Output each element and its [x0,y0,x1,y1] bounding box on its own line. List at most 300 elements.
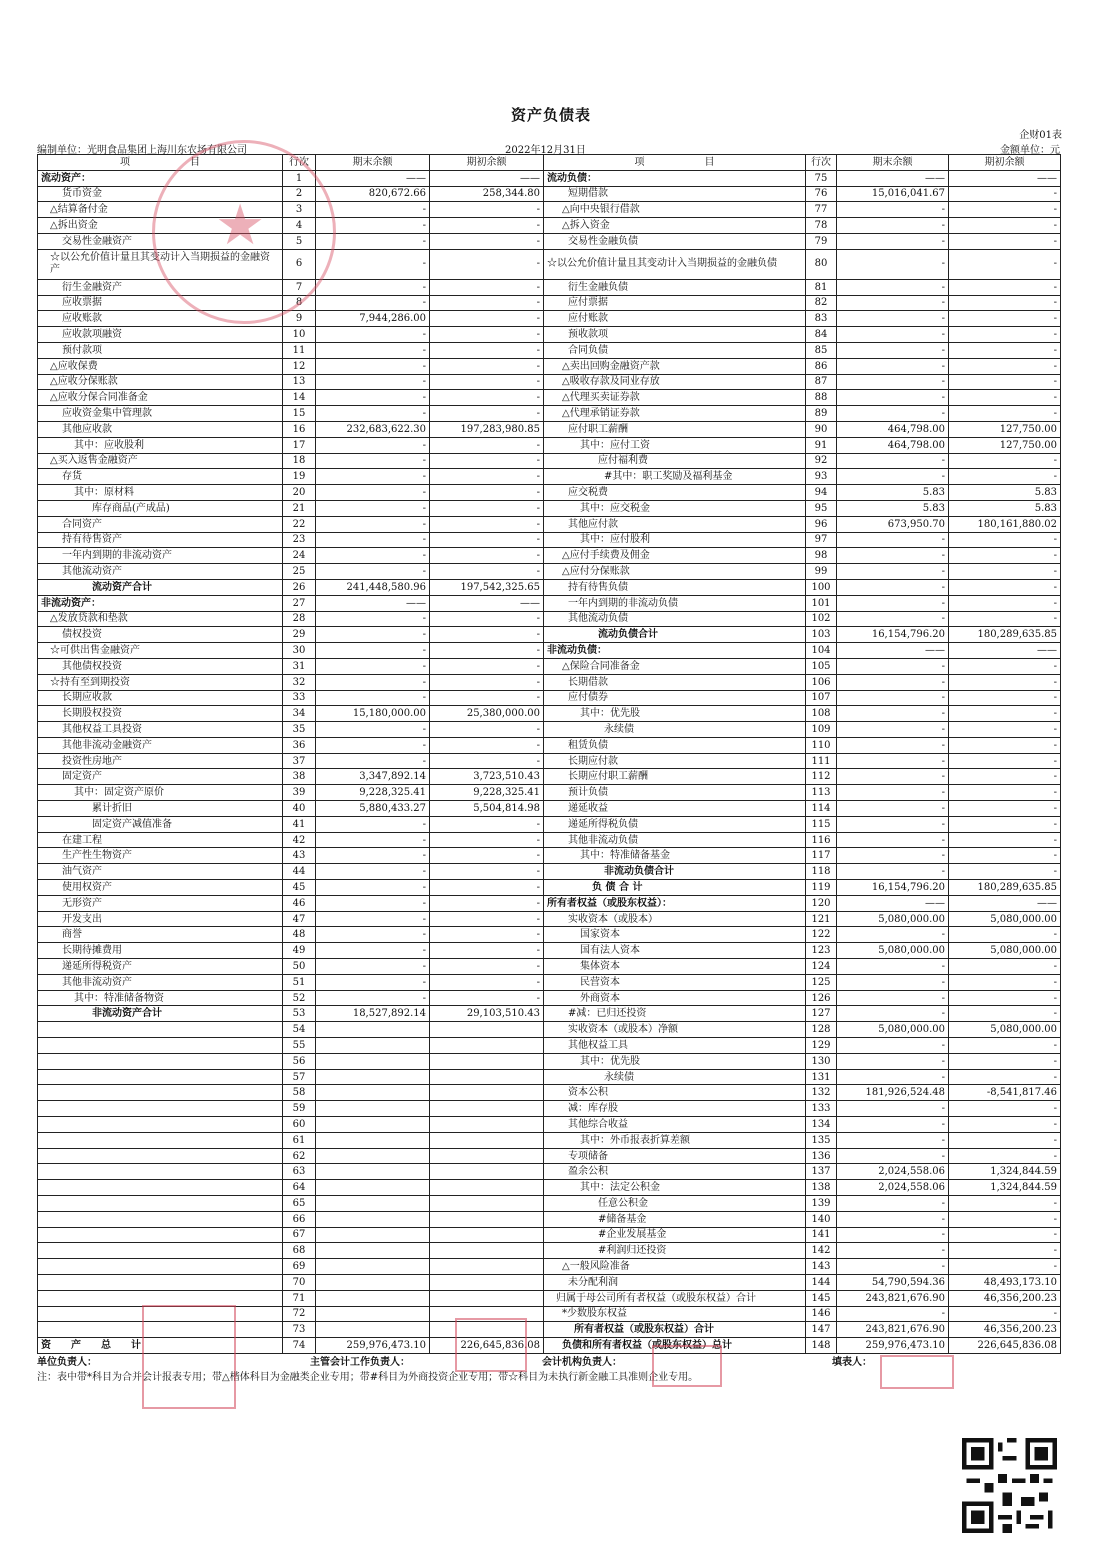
cell-begin-balance-right: - [949,737,1061,753]
cell-begin-balance-right: - [949,990,1061,1006]
cell-item-left: △应收分保合同准备金 [38,390,283,406]
cell-line-no-right: 79 [806,233,837,249]
cell-item-right: 所有者权益（或股东权益）合计 [544,1322,806,1338]
cell-end-balance-left: - [316,627,430,643]
cell-item-left: 流动资产： [38,170,283,186]
cell-line-no-left: 63 [283,1164,316,1180]
table-row [38,1101,1061,1117]
cell-begin-balance-left: - [430,943,544,959]
chief-accountant-label: 主管会计工作负责人： [310,1357,410,1368]
cell-begin-balance-left: - [430,249,544,279]
cell-item-left [38,1038,283,1054]
footnote: 注：表中带*科目为合并会计报表专用；带△楷体科目为金融类企业专用；带#科目为外商投资企业专用；带☆科目为未执行新金融工具准则企业专用。 [37,1372,699,1383]
cell-begin-balance-right: - [949,469,1061,485]
cell-item-right: △向中央银行借款 [544,202,806,218]
cell-end-balance-right: 464,798.00 [837,437,949,453]
col-header-end-balance-left: 期末余额 [316,155,430,171]
cell-item-left: 固定资产 [38,769,283,785]
cell-item-left: 其他应收款 [38,421,283,437]
cell-begin-balance-left: 3,723,510.43 [430,769,544,785]
cell-item-right: 永续债 [544,722,806,738]
cell-line-no-right: 94 [806,485,837,501]
cell-end-balance-left: - [316,500,430,516]
cell-line-no-right: 135 [806,1132,837,1148]
cell-item-left: △发放贷款和垫款 [38,611,283,627]
cell-line-no-left: 7 [283,279,316,295]
cell-line-no-right: 148 [806,1338,837,1354]
cell-item-left: 商誉 [38,927,283,943]
cell-end-balance-left: - [316,959,430,975]
cell-line-no-left: 19 [283,469,316,485]
cell-line-no-right: 123 [806,943,837,959]
cell-line-no-left: 31 [283,658,316,674]
cell-item-right: 一年内到期的非流动负债 [544,595,806,611]
cell-begin-balance-right: 46,356,200.23 [949,1322,1061,1338]
cell-line-no-left: 33 [283,690,316,706]
table-row [38,927,1061,943]
cell-item-left: △买入返售金融资产 [38,453,283,469]
cell-item-left: 债权投资 [38,627,283,643]
cell-item-left [38,1053,283,1069]
cell-begin-balance-left: - [430,611,544,627]
cell-line-no-left: 30 [283,643,316,659]
cell-item-right: #企业发展基金 [544,1227,806,1243]
cell-item-left [38,1069,283,1085]
cell-end-balance-right: - [837,1117,949,1133]
cell-item-left [38,1117,283,1133]
cell-begin-balance-left: - [430,674,544,690]
cell-begin-balance-left [430,1227,544,1243]
table-row [38,832,1061,848]
cell-end-balance-left: - [316,390,430,406]
cell-end-balance-left: - [316,437,430,453]
table-row [38,453,1061,469]
col-header-begin-balance-right: 期初余额 [949,155,1061,171]
table-row [38,327,1061,343]
cell-end-balance-right: - [837,769,949,785]
cell-end-balance-left: - [316,864,430,880]
cell-line-no-right: 146 [806,1306,837,1322]
cell-item-left [38,1132,283,1148]
cell-end-balance-right: - [837,249,949,279]
table-row [38,595,1061,611]
cell-line-no-right: 131 [806,1069,837,1085]
cell-item-right: 应付福利费 [544,453,806,469]
cell-item-right: 长期应付职工薪酬 [544,769,806,785]
cell-line-no-right: 111 [806,753,837,769]
cell-begin-balance-left: - [430,437,544,453]
cell-end-balance-right: - [837,690,949,706]
form-code: 企财01表 [1019,130,1062,141]
cell-item-right: 负 债 合 计 [544,880,806,896]
cell-line-no-right: 84 [806,327,837,343]
cell-begin-balance-left: - [430,658,544,674]
cell-end-balance-right: - [837,532,949,548]
cell-end-balance-left: - [316,611,430,627]
cell-end-balance-right: - [837,864,949,880]
cell-begin-balance-right: - [949,674,1061,690]
cell-begin-balance-right: - [949,202,1061,218]
cell-end-balance-right: - [837,658,949,674]
cell-end-balance-left: 9,228,325.41 [316,785,430,801]
cell-item-right: #储备基金 [544,1211,806,1227]
cell-begin-balance-right: - [949,753,1061,769]
cell-end-balance-right: - [837,753,949,769]
cell-begin-balance-left [430,1196,544,1212]
cell-end-balance-left: - [316,342,430,358]
cell-line-no-right: 124 [806,959,837,975]
cell-begin-balance-right: - [949,532,1061,548]
cell-begin-balance-left: - [430,358,544,374]
cell-begin-balance-right: —— [949,170,1061,186]
cell-end-balance-left [316,1132,430,1148]
cell-line-no-right: 80 [806,249,837,279]
cell-begin-balance-left: - [430,911,544,927]
table-row [38,974,1061,990]
cell-item-left: 油气资产 [38,864,283,880]
cell-end-balance-left: - [316,674,430,690]
cell-line-no-left: 46 [283,895,316,911]
cell-begin-balance-left: - [430,406,544,422]
cell-end-balance-left: - [316,485,430,501]
cell-item-right: △代理买卖证券款 [544,390,806,406]
head-of-unit-label: 单位负责人： [37,1357,97,1368]
cell-line-no-left: 60 [283,1117,316,1133]
cell-line-no-right: 141 [806,1227,837,1243]
cell-item-right: 衍生金融负债 [544,279,806,295]
cell-begin-balance-right: 180,289,635.85 [949,880,1061,896]
cell-line-no-left: 74 [283,1338,316,1354]
cell-begin-balance-right: - [949,1038,1061,1054]
cell-line-no-left: 14 [283,390,316,406]
cell-end-balance-left: - [316,722,430,738]
cell-end-balance-right: - [837,974,949,990]
cell-line-no-right: 100 [806,579,837,595]
table-row [38,469,1061,485]
cell-begin-balance-left: - [430,469,544,485]
table-row [38,1117,1061,1133]
cell-item-left: 预付款项 [38,342,283,358]
company-seal [152,140,336,324]
cell-end-balance-left [316,1196,430,1212]
cell-line-no-right: 119 [806,880,837,896]
cell-end-balance-right: 5.83 [837,485,949,501]
cell-item-left: 其中：应收股利 [38,437,283,453]
cell-line-no-left: 26 [283,579,316,595]
cell-line-no-left: 73 [283,1322,316,1338]
cell-end-balance-right: - [837,848,949,864]
cell-line-no-left: 36 [283,737,316,753]
cell-line-no-right: 117 [806,848,837,864]
cell-item-left: 在建工程 [38,832,283,848]
cell-line-no-right: 77 [806,202,837,218]
cell-begin-balance-right: - [949,816,1061,832]
cell-end-balance-right: - [837,390,949,406]
cell-item-right: 其中：应付工资 [544,437,806,453]
cell-line-no-right: 108 [806,706,837,722]
cell-line-no-right: 126 [806,990,837,1006]
cell-item-left [38,1022,283,1038]
cell-end-balance-left: - [316,532,430,548]
cell-item-left: △应收分保账款 [38,374,283,390]
preparer-label: 填表人： [832,1357,872,1368]
table-row [38,1290,1061,1306]
cell-line-no-right: 122 [806,927,837,943]
table-row [38,311,1061,327]
cell-line-no-right: 114 [806,801,837,817]
cell-item-right: 其他权益工具 [544,1038,806,1054]
cell-line-no-left: 41 [283,816,316,832]
cell-begin-balance-left: 197,283,980.85 [430,421,544,437]
table-row [38,548,1061,564]
cell-end-balance-left [316,1322,430,1338]
cell-line-no-right: 87 [806,374,837,390]
table-row [38,690,1061,706]
table-row [38,880,1061,896]
cell-end-balance-right: 2,024,558.06 [837,1164,949,1180]
table-row [38,374,1061,390]
cell-line-no-left: 29 [283,627,316,643]
cell-begin-balance-left: - [430,848,544,864]
cell-begin-balance-right: 1,324,844.59 [949,1180,1061,1196]
cell-line-no-right: 143 [806,1259,837,1275]
signature-seal-accountant [455,1318,527,1372]
cell-begin-balance-right: - [949,848,1061,864]
cell-end-balance-right: - [837,927,949,943]
cell-begin-balance-left [430,1243,544,1259]
cell-begin-balance-right: 127,750.00 [949,437,1061,453]
cell-line-no-left: 13 [283,374,316,390]
cell-begin-balance-right: - [949,1196,1061,1212]
cell-line-no-right: 118 [806,864,837,880]
cell-line-no-right: 90 [806,421,837,437]
cell-item-right: 递延收益 [544,801,806,817]
cell-item-left: △结算备付金 [38,202,283,218]
cell-line-no-left: 69 [283,1259,316,1275]
cell-begin-balance-left: - [430,564,544,580]
cell-begin-balance-left: - [430,202,544,218]
cell-begin-balance-right: - [949,579,1061,595]
cell-begin-balance-right: - [949,249,1061,279]
cell-line-no-left: 39 [283,785,316,801]
cell-line-no-left: 2 [283,186,316,202]
cell-item-right: 所有者权益（或股东权益）： [544,895,806,911]
cell-line-no-right: 99 [806,564,837,580]
cell-line-no-left: 67 [283,1227,316,1243]
cell-begin-balance-left: - [430,753,544,769]
cell-end-balance-left: - [316,469,430,485]
cell-end-balance-left: 5,880,433.27 [316,801,430,817]
cell-begin-balance-right: - [949,453,1061,469]
table-row [38,516,1061,532]
cell-begin-balance-left [430,1274,544,1290]
cell-begin-balance-right: —— [949,643,1061,659]
cell-begin-balance-right: 5,080,000.00 [949,1022,1061,1038]
cell-begin-balance-right: 5.83 [949,500,1061,516]
cell-begin-balance-left: - [430,311,544,327]
cell-end-balance-left: —— [316,170,430,186]
cell-item-left: 其中：特准储备物资 [38,990,283,1006]
cell-line-no-right: 125 [806,974,837,990]
cell-end-balance-left [316,1259,430,1275]
cell-begin-balance-left: - [430,927,544,943]
cell-line-no-left: 27 [283,595,316,611]
cell-line-no-right: 91 [806,437,837,453]
cell-line-no-right: 115 [806,816,837,832]
cell-begin-balance-right: - [949,1148,1061,1164]
cell-item-left: 其中：原材料 [38,485,283,501]
cell-item-right: 实收资本（或股本） [544,911,806,927]
cell-begin-balance-left: - [430,500,544,516]
cell-begin-balance-left: - [430,832,544,848]
table-row [38,437,1061,453]
cell-begin-balance-left [430,1259,544,1275]
cell-item-left [38,1211,283,1227]
cell-begin-balance-right: 180,289,635.85 [949,627,1061,643]
cell-begin-balance-right: - [949,801,1061,817]
cell-item-left: ☆持有至到期投资 [38,674,283,690]
cell-end-balance-right: - [837,816,949,832]
cell-line-no-right: 139 [806,1196,837,1212]
cell-line-no-right: 82 [806,295,837,311]
cell-end-balance-right: - [837,832,949,848]
cell-end-balance-right: - [837,327,949,343]
cell-end-balance-left: - [316,406,430,422]
cell-item-right: 集体资本 [544,959,806,975]
cell-item-left: 长期应收款 [38,690,283,706]
cell-item-left: 使用权资产 [38,880,283,896]
cell-begin-balance-left: - [430,880,544,896]
cell-line-no-right: 78 [806,218,837,234]
cell-line-no-right: 92 [806,453,837,469]
cell-begin-balance-left: - [430,374,544,390]
cell-begin-balance-left [430,1069,544,1085]
table-row [38,801,1061,817]
cell-end-balance-left [316,1069,430,1085]
cell-line-no-left: 68 [283,1243,316,1259]
cell-begin-balance-right: 48,493,173.10 [949,1274,1061,1290]
cell-end-balance-right: 464,798.00 [837,421,949,437]
cell-end-balance-right: —— [837,895,949,911]
cell-begin-balance-right: - [949,864,1061,880]
cell-begin-balance-left [430,1164,544,1180]
table-row [38,611,1061,627]
cell-begin-balance-left: - [430,295,544,311]
cell-item-right: 其中：外币报表折算差额 [544,1132,806,1148]
table-row [38,421,1061,437]
cell-line-no-right: 107 [806,690,837,706]
cell-end-balance-right: - [837,737,949,753]
cell-begin-balance-left: 25,380,000.00 [430,706,544,722]
cell-begin-balance-left: —— [430,595,544,611]
cell-item-right: 流动负债合计 [544,627,806,643]
cell-item-right: △吸收存款及同业存放 [544,374,806,390]
cell-line-no-left: 11 [283,342,316,358]
cell-begin-balance-right: - [949,927,1061,943]
cell-begin-balance-right: 5,080,000.00 [949,911,1061,927]
cell-item-right: 租赁负债 [544,737,806,753]
cell-item-left: 其他权益工具投资 [38,722,283,738]
cell-line-no-left: 3 [283,202,316,218]
cell-line-no-left: 44 [283,864,316,880]
cell-begin-balance-left [430,1211,544,1227]
cell-line-no-left: 57 [283,1069,316,1085]
cell-line-no-right: 142 [806,1243,837,1259]
cell-end-balance-right: - [837,1101,949,1117]
cell-item-right: 负债和所有者权益（或股东权益）总计 [544,1338,806,1354]
cell-item-right: △代理承销证券款 [544,406,806,422]
table-row [38,1211,1061,1227]
cell-end-balance-right: - [837,279,949,295]
table-row [38,564,1061,580]
cell-end-balance-left: - [316,548,430,564]
table-row [38,1243,1061,1259]
cell-begin-balance-right: - [949,785,1061,801]
cell-line-no-right: 97 [806,532,837,548]
cell-end-balance-right: - [837,722,949,738]
cell-line-no-left: 49 [283,943,316,959]
cell-end-balance-right: - [837,374,949,390]
cell-line-no-left: 58 [283,1085,316,1101]
cell-line-no-left: 28 [283,611,316,627]
cell-line-no-right: 145 [806,1290,837,1306]
cell-end-balance-right: 16,154,796.20 [837,880,949,896]
cell-item-right: △卖出回购金融资产款 [544,358,806,374]
cell-end-balance-right: - [837,1132,949,1148]
cell-item-left: ☆可供出售金融资产 [38,643,283,659]
cell-item-right: ☆以公允价值计量且其变动计入当期损益的金融负债 [544,249,806,279]
cell-end-balance-right: - [837,785,949,801]
cell-item-left [38,1148,283,1164]
cell-begin-balance-right: - [949,1069,1061,1085]
cell-line-no-left: 5 [283,233,316,249]
table-row [38,1259,1061,1275]
cell-end-balance-right: 5,080,000.00 [837,1022,949,1038]
cell-item-right: 合同负债 [544,342,806,358]
table-row [38,895,1061,911]
cell-item-left: 衍生金融资产 [38,279,283,295]
cell-item-right: 民营资本 [544,974,806,990]
cell-line-no-right: 134 [806,1117,837,1133]
cell-begin-balance-left: 29,103,510.43 [430,1006,544,1022]
cell-begin-balance-right: - [949,1132,1061,1148]
cell-item-left: 流动资产合计 [38,579,283,595]
table-row [38,1148,1061,1164]
cell-line-no-left: 22 [283,516,316,532]
signature-seal-agency [652,1345,722,1387]
cell-item-right: #利润归还投资 [544,1243,806,1259]
cell-item-left: 其他债权投资 [38,658,283,674]
cell-item-left: 其他非流动资产 [38,974,283,990]
cell-end-balance-left: - [316,358,430,374]
cell-line-no-left: 70 [283,1274,316,1290]
cell-line-no-right: 144 [806,1274,837,1290]
cell-begin-balance-left [430,1117,544,1133]
cell-line-no-left: 66 [283,1211,316,1227]
cell-end-balance-left [316,1290,430,1306]
cell-begin-balance-left: - [430,990,544,1006]
cell-item-right: 外商资本 [544,990,806,1006]
table-row [38,864,1061,880]
cell-item-right: 任意公积金 [544,1196,806,1212]
table-row [38,722,1061,738]
cell-begin-balance-right: - [949,1117,1061,1133]
cell-item-right: 应付职工薪酬 [544,421,806,437]
cell-item-left [38,1243,283,1259]
table-row [38,1164,1061,1180]
cell-end-balance-right: 243,821,676.90 [837,1290,949,1306]
table-row [38,1053,1061,1069]
